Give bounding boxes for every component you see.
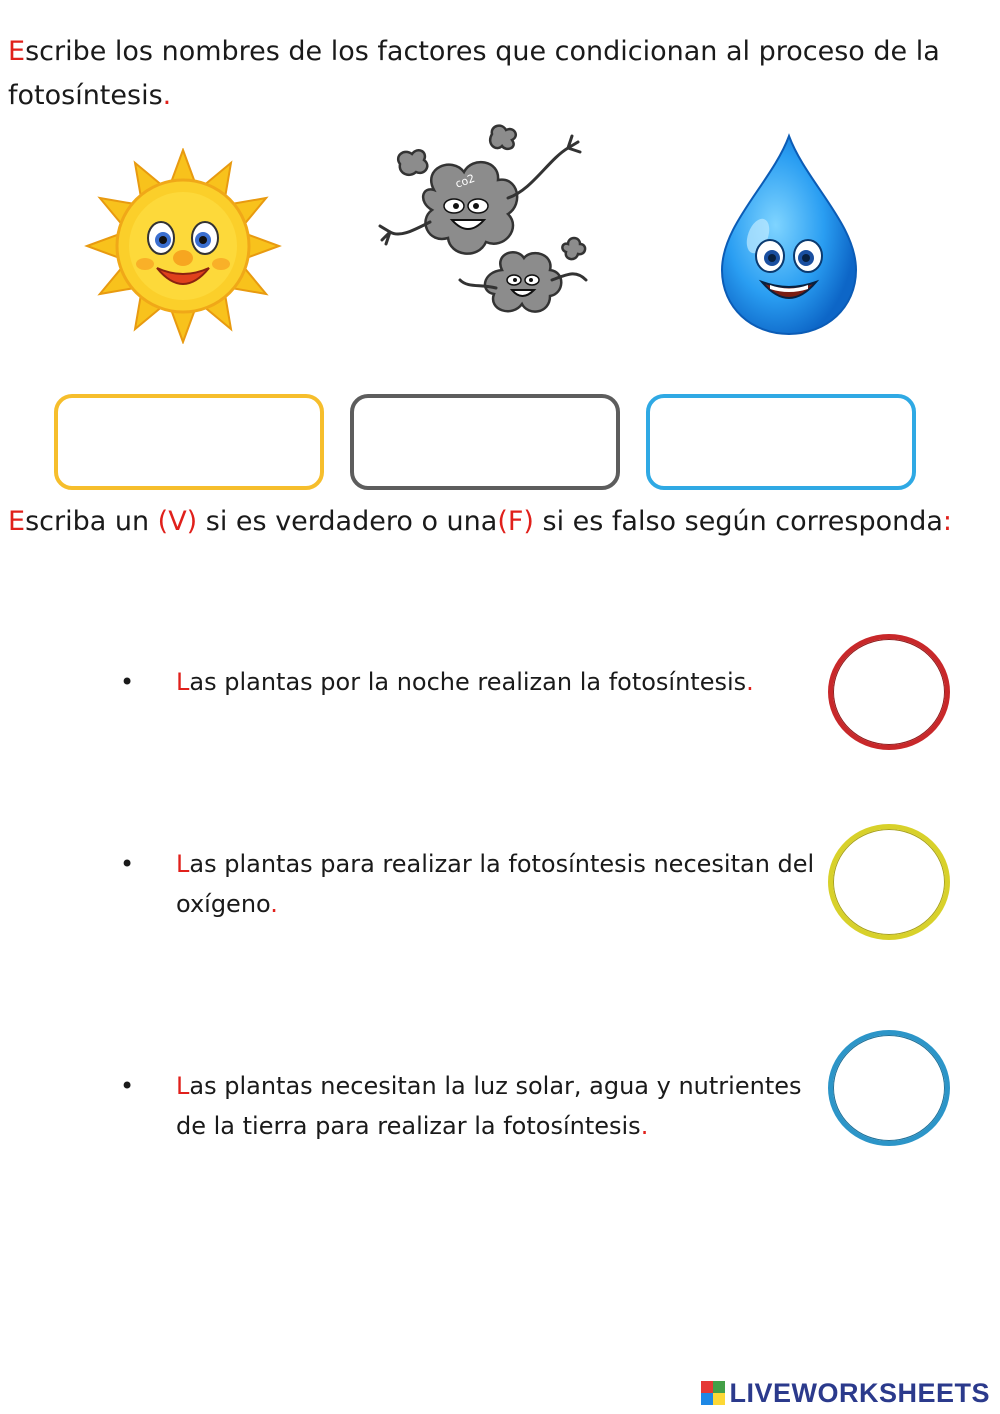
question-1-instructions xyxy=(8,30,968,118)
statement-1-end-mark: . xyxy=(746,668,754,696)
question-2-text-2: si es verdadero o una xyxy=(197,506,498,537)
question-1-end-mark: . xyxy=(162,80,172,111)
answer-box-1[interactable] xyxy=(54,394,324,490)
statement-2-text: as plantas para realizar la fotosíntesis necesitan del oxígeno xyxy=(176,850,815,918)
water-drop-image xyxy=(716,132,862,338)
statement-2-initial: L xyxy=(176,850,190,878)
bullet: • xyxy=(120,850,135,878)
brand-name: LIVEWORKSHEETS xyxy=(729,1377,990,1408)
co2-cloud-image xyxy=(372,120,600,332)
true-mark: (V) xyxy=(157,506,198,537)
answer-circle-3[interactable] xyxy=(828,1030,950,1146)
question-1-initial: E xyxy=(8,36,26,67)
statement-1-initial: L xyxy=(176,668,190,696)
statement-1-text: as plantas por la noche realizan la fotosíntesis xyxy=(189,668,747,696)
answer-circle-1[interactable] xyxy=(828,634,950,750)
answer-circle-2[interactable] xyxy=(828,824,950,940)
question-2-initial: E xyxy=(8,506,26,537)
question-2-text-1: scriba un xyxy=(25,506,158,537)
statement-3-initial: L xyxy=(176,1072,190,1100)
co2-label: co2 xyxy=(453,171,477,191)
question-1-text: scribe los nombres de los factores que condicionan al proceso de la fotosíntesis xyxy=(8,36,940,111)
question-2-end-mark: : xyxy=(942,506,953,537)
question-2-text-3: si es falso según corresponda xyxy=(533,506,943,537)
bullet: • xyxy=(120,668,135,696)
sun-image xyxy=(78,148,288,344)
statement-3-text: as plantas necesitan la luz solar, agua y nutrientes de la tierra para realizar la fotosíntesis xyxy=(176,1072,802,1140)
bullet: • xyxy=(120,1072,135,1100)
answer-box-3[interactable] xyxy=(646,394,916,490)
statement-2-end-mark: . xyxy=(270,890,278,918)
question-2-instructions xyxy=(8,500,968,544)
liveworksheets-brand[interactable] xyxy=(701,1376,990,1410)
answer-box-2[interactable] xyxy=(350,394,620,490)
statement-3-end-mark: . xyxy=(640,1112,649,1140)
false-mark: (F) xyxy=(497,506,534,537)
liveworksheets-logo-icon xyxy=(701,1381,725,1405)
